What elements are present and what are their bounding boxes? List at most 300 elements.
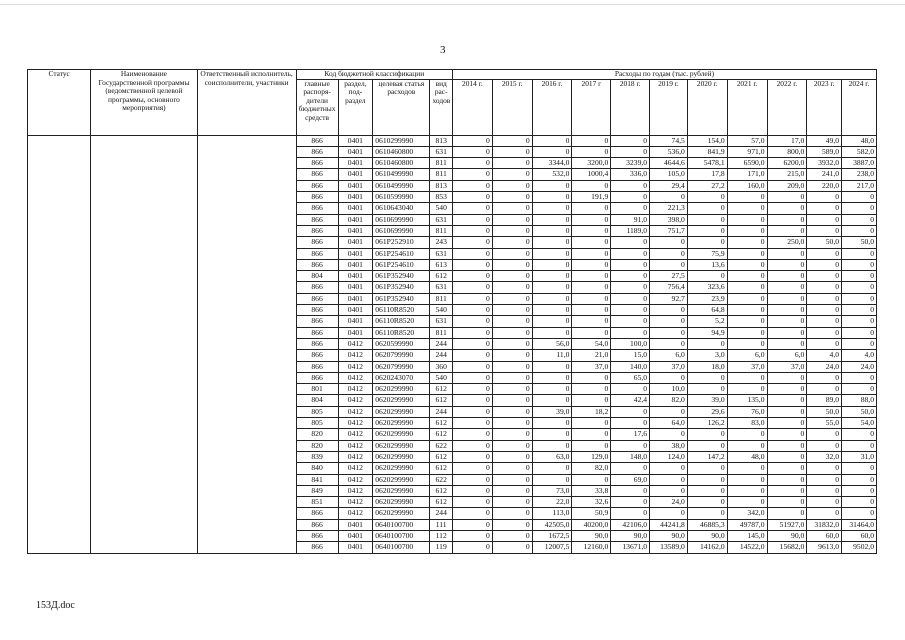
amount-cell: 0 (532, 146, 572, 157)
amount-cell: 0 (492, 169, 532, 180)
amount-cell: 841,9 (687, 146, 727, 157)
amount-cell: 33,8 (572, 485, 611, 496)
amount-cell: 4,0 (807, 350, 842, 361)
amount-cell: 751,7 (650, 225, 688, 236)
amount-cell: 0 (532, 271, 572, 282)
amount-cell: 0 (807, 384, 842, 395)
amount-cell: 0 (727, 485, 767, 496)
vr-cell: 244 (430, 338, 453, 349)
amount-cell: 0 (842, 327, 877, 338)
grbs-cell: 805 (296, 406, 338, 417)
amount-cell: 0 (572, 203, 611, 214)
amount-cell: 0 (492, 463, 532, 474)
amount-cell: 0 (842, 463, 877, 474)
rzpr-cell: 0412 (338, 395, 373, 406)
amount-cell: 21,0 (572, 350, 611, 361)
amount-cell: 0 (727, 271, 767, 282)
header-year: 2021 г. (727, 79, 767, 135)
amount-cell: 0 (650, 259, 688, 270)
amount-cell: 0 (727, 192, 767, 203)
amount-cell: 0 (687, 508, 727, 519)
rzpr-cell: 0401 (338, 316, 373, 327)
rzpr-cell: 0401 (338, 542, 373, 553)
amount-cell: 0 (767, 463, 807, 474)
amount-cell: 0 (650, 192, 688, 203)
amount-cell: 0 (807, 248, 842, 259)
csr-cell: 0640100700 (373, 519, 430, 530)
amount-cell: 54,0 (842, 418, 877, 429)
amount-cell: 0 (727, 248, 767, 259)
amount-cell: 0 (767, 440, 807, 451)
amount-cell: 27,2 (687, 180, 727, 191)
grbs-cell: 866 (296, 350, 338, 361)
amount-cell: 0 (532, 282, 572, 293)
amount-cell: 0 (807, 259, 842, 270)
amount-cell: 0 (492, 293, 532, 304)
amount-cell: 398,0 (650, 214, 688, 225)
amount-cell: 50,0 (842, 237, 877, 248)
csr-cell: 0610299990 (373, 135, 430, 146)
amount-cell: 0 (842, 305, 877, 316)
amount-cell: 0 (492, 305, 532, 316)
rzpr-cell: 0412 (338, 463, 373, 474)
amount-cell: 0 (532, 316, 572, 327)
amount-cell: 14522,0 (727, 542, 767, 553)
amount-cell: 13589,0 (650, 542, 688, 553)
header-year: 2019 г. (650, 79, 688, 135)
amount-cell: 5478,1 (687, 158, 727, 169)
header-year: 2015 г. (492, 79, 532, 135)
csr-cell: 0620299990 (373, 463, 430, 474)
amount-cell: 0 (687, 338, 727, 349)
amount-cell: 0 (492, 146, 532, 157)
amount-cell: 0 (611, 384, 650, 395)
amount-cell: 0 (572, 225, 611, 236)
amount-cell: 0 (532, 225, 572, 236)
amount-cell: 0 (807, 203, 842, 214)
amount-cell: 154,0 (687, 135, 727, 146)
amount-cell: 65,0 (611, 372, 650, 383)
amount-cell: 17,8 (687, 169, 727, 180)
amount-cell: 6,0 (727, 350, 767, 361)
header-year: 2023 г. (807, 79, 842, 135)
amount-cell: 126,2 (687, 418, 727, 429)
amount-cell: 0 (452, 418, 492, 429)
amount-cell: 3,0 (687, 350, 727, 361)
vr-cell: 612 (430, 418, 453, 429)
grbs-cell: 866 (296, 214, 338, 225)
grbs-cell: 805 (296, 418, 338, 429)
grbs-cell: 866 (296, 259, 338, 270)
csr-cell: 061P254610 (373, 259, 430, 270)
amount-cell: 0 (532, 192, 572, 203)
amount-cell: 0 (532, 214, 572, 225)
amount-cell: 0 (807, 463, 842, 474)
amount-cell: 0 (492, 418, 532, 429)
amount-cell: 3932,0 (807, 158, 842, 169)
rzpr-cell: 0401 (338, 293, 373, 304)
vr-cell: 631 (430, 282, 453, 293)
header-expenses: Расходы по годам (тыс. рублей) (452, 70, 876, 80)
amount-cell: 0 (492, 361, 532, 372)
amount-cell: 3887,0 (842, 158, 877, 169)
amount-cell: 24,0 (842, 361, 877, 372)
amount-cell: 0 (492, 237, 532, 248)
amount-cell: 0 (532, 237, 572, 248)
amount-cell: 40200,0 (572, 519, 611, 530)
amount-cell: 756,4 (650, 282, 688, 293)
amount-cell: 0 (572, 282, 611, 293)
vr-cell: 612 (430, 384, 453, 395)
amount-cell: 0 (807, 192, 842, 203)
amount-cell: 50,0 (807, 237, 842, 248)
header-year: 2020 г. (687, 79, 727, 135)
vr-cell: 612 (430, 395, 453, 406)
footer-filename: 153Д.doc (36, 600, 75, 611)
amount-cell: 0 (842, 316, 877, 327)
grbs-cell: 866 (296, 372, 338, 383)
header-year: 2024 г. (842, 79, 877, 135)
grbs-cell: 849 (296, 485, 338, 496)
amount-cell: 0 (572, 372, 611, 383)
amount-cell: 0 (611, 440, 650, 451)
csr-cell: 061P352940 (373, 271, 430, 282)
amount-cell: 51927,0 (767, 519, 807, 530)
amount-cell: 0 (611, 180, 650, 191)
amount-cell: 63,0 (532, 451, 572, 462)
amount-cell: 0 (532, 259, 572, 270)
amount-cell: 0 (687, 237, 727, 248)
amount-cell: 0 (492, 158, 532, 169)
amount-cell: 0 (807, 474, 842, 485)
header-vr: вид рас-ходов (430, 79, 453, 135)
amount-cell: 82,0 (650, 395, 688, 406)
amount-cell: 0 (532, 395, 572, 406)
amount-cell: 90,0 (572, 530, 611, 541)
amount-cell: 0 (572, 180, 611, 191)
amount-cell: 0 (767, 192, 807, 203)
amount-cell: 92,7 (650, 293, 688, 304)
csr-cell: 0620299990 (373, 440, 430, 451)
vr-cell: 811 (430, 293, 453, 304)
amount-cell: 0 (842, 259, 877, 270)
amount-cell: 0 (650, 316, 688, 327)
amount-cell: 0 (532, 418, 572, 429)
grbs-cell: 801 (296, 384, 338, 395)
amount-cell: 0 (842, 508, 877, 519)
amount-cell: 0 (807, 282, 842, 293)
amount-cell: 221,3 (650, 203, 688, 214)
amount-cell: 238,0 (842, 169, 877, 180)
amount-cell: 0 (492, 429, 532, 440)
amount-cell: 0 (611, 282, 650, 293)
csr-cell: 0610460800 (373, 158, 430, 169)
rzpr-cell: 0401 (338, 259, 373, 270)
amount-cell: 0 (452, 474, 492, 485)
amount-cell: 0 (611, 248, 650, 259)
amount-cell: 37,0 (650, 361, 688, 372)
amount-cell: 23,9 (687, 293, 727, 304)
amount-cell: 0 (452, 248, 492, 259)
amount-cell: 100,0 (611, 338, 650, 349)
amount-cell: 0 (611, 327, 650, 338)
vr-cell: 612 (430, 451, 453, 462)
rzpr-cell: 0412 (338, 372, 373, 383)
amount-cell: 0 (452, 237, 492, 248)
amount-cell: 0 (611, 463, 650, 474)
amount-cell: 0 (687, 463, 727, 474)
rzpr-cell: 0401 (338, 158, 373, 169)
amount-cell: 0 (727, 384, 767, 395)
amount-cell: 0 (650, 463, 688, 474)
amount-cell: 160,0 (727, 180, 767, 191)
amount-cell: 0 (650, 474, 688, 485)
amount-cell: 31464,0 (842, 519, 877, 530)
vr-cell: 612 (430, 271, 453, 282)
amount-cell: 49787,0 (727, 519, 767, 530)
amount-cell: 0 (532, 429, 572, 440)
amount-cell: 0 (842, 474, 877, 485)
amount-cell: 145,0 (727, 530, 767, 541)
amount-cell: 24,0 (807, 361, 842, 372)
amount-cell: 3239,0 (611, 158, 650, 169)
amount-cell: 37,0 (727, 361, 767, 372)
amount-cell: 5,2 (687, 316, 727, 327)
rzpr-cell: 0412 (338, 429, 373, 440)
csr-cell: 0620299990 (373, 474, 430, 485)
amount-cell: 0 (767, 384, 807, 395)
amount-cell: 0 (650, 508, 688, 519)
amount-cell: 0 (452, 180, 492, 191)
amount-cell: 0 (572, 293, 611, 304)
amount-cell: 0 (611, 135, 650, 146)
amount-cell: 13,6 (687, 259, 727, 270)
csr-cell: 0620299990 (373, 451, 430, 462)
scan-edge (0, 4, 905, 5)
amount-cell: 105,0 (650, 169, 688, 180)
amount-cell: 0 (532, 440, 572, 451)
amount-cell: 0 (727, 463, 767, 474)
rzpr-cell: 0401 (338, 203, 373, 214)
csr-cell: 0620299990 (373, 406, 430, 417)
amount-cell: 0 (572, 384, 611, 395)
vr-cell: 244 (430, 508, 453, 519)
csr-cell: 0620299990 (373, 485, 430, 496)
csr-cell: 0620299990 (373, 395, 430, 406)
amount-cell: 0 (767, 316, 807, 327)
amount-cell: 9613,0 (807, 542, 842, 553)
amount-cell: 0 (611, 406, 650, 417)
rzpr-cell: 0412 (338, 384, 373, 395)
amount-cell: 0 (727, 225, 767, 236)
amount-cell: 24,0 (650, 497, 688, 508)
amount-cell: 191,9 (572, 192, 611, 203)
amount-cell: 0 (452, 338, 492, 349)
amount-cell: 37,0 (767, 361, 807, 372)
grbs-cell: 866 (296, 361, 338, 372)
amount-cell: 11,0 (532, 350, 572, 361)
amount-cell: 18,0 (687, 361, 727, 372)
amount-cell: 0 (842, 248, 877, 259)
amount-cell: 12160,0 (572, 542, 611, 553)
amount-cell: 14162,0 (687, 542, 727, 553)
amount-cell: 0 (650, 237, 688, 248)
amount-cell: 0 (532, 372, 572, 383)
amount-cell: 0 (807, 214, 842, 225)
amount-cell: 10,0 (650, 384, 688, 395)
amount-cell: 0 (492, 192, 532, 203)
amount-cell: 0 (572, 429, 611, 440)
vr-cell: 540 (430, 305, 453, 316)
amount-cell: 3344,0 (532, 158, 572, 169)
grbs-cell: 866 (296, 327, 338, 338)
budget-table (27, 69, 877, 554)
status-cell (28, 135, 91, 553)
amount-cell: 0 (611, 508, 650, 519)
amount-cell: 0 (650, 372, 688, 383)
amount-cell: 0 (572, 248, 611, 259)
grbs-cell: 866 (296, 146, 338, 157)
amount-cell: 29,6 (687, 406, 727, 417)
header-kbk: Код бюджетной классификации (296, 70, 452, 80)
amount-cell: 1000,4 (572, 169, 611, 180)
amount-cell: 0 (572, 271, 611, 282)
amount-cell: 0 (842, 485, 877, 496)
amount-cell: 0 (727, 372, 767, 383)
csr-cell: 0620299990 (373, 429, 430, 440)
amount-cell: 0 (452, 451, 492, 462)
amount-cell: 0 (452, 259, 492, 270)
vr-cell: 811 (430, 158, 453, 169)
csr-cell: 06110R8520 (373, 327, 430, 338)
amount-cell: 90,0 (767, 530, 807, 541)
vr-cell: 612 (430, 463, 453, 474)
csr-cell: 0610499990 (373, 169, 430, 180)
amount-cell: 0 (650, 338, 688, 349)
rzpr-cell: 0412 (338, 485, 373, 496)
amount-cell: 0 (572, 316, 611, 327)
vr-cell: 622 (430, 440, 453, 451)
amount-cell: 0 (807, 316, 842, 327)
amount-cell: 0 (767, 248, 807, 259)
vr-cell: 813 (430, 135, 453, 146)
amount-cell: 0 (572, 395, 611, 406)
amount-cell: 0 (767, 429, 807, 440)
amount-cell: 0 (492, 485, 532, 496)
amount-cell: 0 (452, 508, 492, 519)
amount-cell: 171,0 (727, 169, 767, 180)
amount-cell: 0 (807, 440, 842, 451)
amount-cell: 0 (727, 440, 767, 451)
amount-cell: 0 (687, 429, 727, 440)
amount-cell: 0 (492, 350, 532, 361)
grbs-cell: 866 (296, 180, 338, 191)
vr-cell: 631 (430, 146, 453, 157)
vr-cell: 540 (430, 372, 453, 383)
csr-cell: 0640100700 (373, 542, 430, 553)
amount-cell: 0 (492, 497, 532, 508)
rzpr-cell: 0412 (338, 350, 373, 361)
amount-cell: 0 (492, 271, 532, 282)
amount-cell: 589,0 (807, 146, 842, 157)
amount-cell: 4,0 (842, 350, 877, 361)
amount-cell: 0 (452, 530, 492, 541)
amount-cell: 42106,0 (611, 519, 650, 530)
amount-cell: 0 (767, 214, 807, 225)
amount-cell: 0 (452, 463, 492, 474)
amount-cell: 0 (611, 316, 650, 327)
amount-cell: 90,0 (687, 530, 727, 541)
csr-cell: 0610699990 (373, 214, 430, 225)
amount-cell: 0 (452, 158, 492, 169)
amount-cell: 0 (532, 248, 572, 259)
amount-cell: 0 (842, 372, 877, 383)
amount-cell: 6,0 (650, 350, 688, 361)
amount-cell: 0 (492, 180, 532, 191)
amount-cell: 0 (452, 225, 492, 236)
grbs-cell: 866 (296, 203, 338, 214)
amount-cell: 0 (687, 214, 727, 225)
amount-cell: 0 (452, 169, 492, 180)
csr-cell: 0610599990 (373, 192, 430, 203)
amount-cell: 6590,0 (727, 158, 767, 169)
grbs-cell: 804 (296, 271, 338, 282)
amount-cell: 0 (492, 203, 532, 214)
amount-cell: 0 (452, 146, 492, 157)
amount-cell: 0 (842, 214, 877, 225)
amount-cell: 0 (452, 135, 492, 146)
csr-cell: 0620299990 (373, 384, 430, 395)
amount-cell: 209,0 (767, 180, 807, 191)
amount-cell: 0 (492, 474, 532, 485)
grbs-cell: 820 (296, 429, 338, 440)
amount-cell: 0 (452, 497, 492, 508)
rzpr-cell: 0401 (338, 180, 373, 191)
amount-cell: 0 (492, 248, 532, 259)
amount-cell: 88,0 (842, 395, 877, 406)
grbs-cell: 866 (296, 158, 338, 169)
amount-cell: 0 (452, 519, 492, 530)
amount-cell: 49,0 (807, 135, 842, 146)
amount-cell: 0 (532, 293, 572, 304)
amount-cell: 38,0 (650, 440, 688, 451)
amount-cell: 0 (687, 271, 727, 282)
amount-cell: 582,0 (842, 146, 877, 157)
amount-cell: 0 (611, 259, 650, 270)
amount-cell: 0 (492, 225, 532, 236)
vr-cell: 613 (430, 259, 453, 270)
amount-cell: 31,0 (842, 451, 877, 462)
amount-cell: 0 (687, 225, 727, 236)
amount-cell: 0 (767, 271, 807, 282)
vr-cell: 811 (430, 169, 453, 180)
amount-cell: 0 (767, 395, 807, 406)
csr-cell: 0620599990 (373, 338, 430, 349)
csr-cell: 061P352940 (373, 282, 430, 293)
vr-cell: 112 (430, 530, 453, 541)
amount-cell: 50,0 (842, 406, 877, 417)
amount-cell: 0 (572, 214, 611, 225)
amount-cell: 0 (452, 305, 492, 316)
header-year: 2018 г. (611, 79, 650, 135)
amount-cell: 0 (687, 192, 727, 203)
amount-cell: 0 (807, 305, 842, 316)
rzpr-cell: 0401 (338, 248, 373, 259)
grbs-cell: 851 (296, 497, 338, 508)
amount-cell: 0 (492, 508, 532, 519)
amount-cell: 0 (767, 474, 807, 485)
amount-cell: 0 (687, 384, 727, 395)
